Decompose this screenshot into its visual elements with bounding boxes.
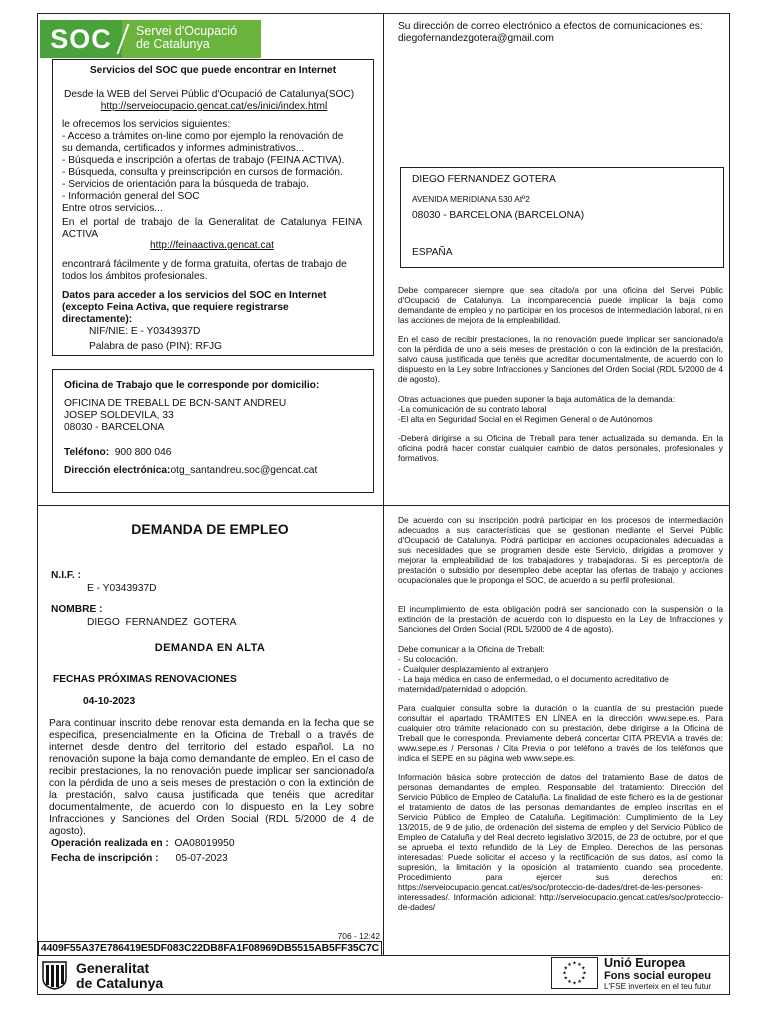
email-notice	[398, 21, 723, 45]
nif-value: E - Y0343937D	[87, 583, 157, 594]
info-line: Otras actuaciones que pueden suponer la baja automática de la demanda:	[398, 394, 676, 404]
generalitat-wordmark	[76, 961, 163, 991]
info-comunicar	[398, 644, 723, 694]
offer-line: Entre otros servicios...	[62, 203, 163, 214]
portal-text: En el portal de trabajo de la Generalitat de Catalunya FEINA ACTIVA	[62, 217, 362, 240]
portal-after-text: encontrará fácilmente y de forma gratuita, ofertas de trabajo de todos los ámbitos profesionales.	[62, 259, 347, 282]
name-label: NOMBRE :	[51, 604, 103, 615]
offer-line: su demanda, certificados y informes administrativos...	[62, 143, 305, 154]
column-divider	[383, 13, 384, 956]
eu-star-icon: ★	[567, 979, 572, 986]
eu-line2: Fons social europeu	[604, 970, 711, 982]
services-offer-list	[62, 119, 368, 215]
info-oficina: -Deberá dirigirse a su Oficina de Treball para tener actualizada su demanda. En la oficina podrá hacer constar cualquier cambio de datos personales, profesionales y formativos.	[398, 433, 723, 463]
office-phone-label: Teléfono:	[64, 447, 110, 458]
generalitat-line1: Generalitat	[76, 960, 150, 976]
soc-logo-line1: Servei d'Ocupació	[136, 24, 238, 38]
office-title: Oficina de Trabajo que le corresponde por domicilio:	[64, 380, 320, 391]
eu-star-icon: ★	[563, 975, 569, 982]
access-pin: Palabra de paso (PIN): RFJG	[89, 341, 223, 352]
office-email-label: Dirección electrónica:	[64, 465, 171, 476]
nif-label: N.I.F. :	[51, 570, 81, 581]
renewal-paragraph: Para continuar inscrito debe renovar esta demanda en la fecha que se especifica, presencialmente en la Oficina de Treball o a través de internet desde dentro del territorio del estado español. La no renovación supone la baja como demandante de empleo. En el caso de recibir prestaciones, la no renovación puede implicar ser sancionado/a con la pérdida de uno a seis meses de prestación o con la extinción de la prestación, salvo causa justificada que tenéis que acreditar documentalmente, de acuerdo con lo dispuesto en la Ley sobre Infracciones y Sanciones del Orden Social (RDL 5/2000 de 4 de agosto).	[49, 718, 374, 837]
portal-url-link[interactable]: http://feinaactiva.gencat.cat	[149, 240, 275, 251]
inscription-label: Fecha de inscripción :	[51, 853, 159, 864]
eu-star-icon: ★	[567, 961, 572, 968]
eu-star-icon: ★	[580, 965, 586, 972]
access-title: Datos para acceder a los servicios del SOC en Internet (excepto Feina Activa, que requiere registrarse directamente):	[62, 290, 327, 325]
offer-line: le ofrecemos los servicios siguientes:	[62, 119, 231, 130]
eu-line3: L'FSE inverteix en el teu futur	[604, 982, 712, 991]
address-city: 08030 - BARCELONA (BARCELONA)	[412, 210, 585, 221]
address-name: DIEGO FERNANDEZ GOTERA	[412, 174, 556, 185]
generalitat-emblem-icon	[41, 960, 68, 990]
offer-line: - Acceso a trámites on-line como por ejemplo la renovación de	[62, 131, 344, 142]
eu-star-icon: ★	[562, 970, 567, 977]
info-line: -La comunicación de su contrato laboral	[398, 404, 547, 414]
eu-star-icon: ★	[577, 979, 582, 986]
operation-label: Operación realizada en :	[51, 838, 169, 849]
services-intro: Desde la WEB del Servei Públic d'Ocupació de Catalunya(SOC)	[64, 89, 355, 100]
info-comparecer: Debe comparecer siempre que sea citado/a por una oficina del Servei Públic d'Ocupació de Catalunya. La incomparecencia puede implicar la baja como demandante de empleo y no participar en los procesos de intermediación laboral, ni en las acciones de mejora de la empleabilidad.	[398, 285, 723, 325]
renewal-date: 04-10-2023	[83, 696, 136, 707]
office-name: OFICINA DE TREBALL DE BCN-SANT ANDREU	[64, 398, 287, 409]
services-url-link[interactable]: http://serveiocupacio.gencat.cat/es/inici/index.html	[100, 101, 328, 112]
soc-logo-line2: de Catalunya	[136, 37, 210, 51]
info-prestaciones: En el caso de recibir prestaciones, la no renovación puede implicar ser sancionado/a con la pérdida de uno a seis meses de prestación o con la extinción de la prestación, salvo causa justificada que tenéis que acreditar documentalmente, de acuerdo con lo dispuesto en la Ley sobre Infracciones y Sanciones del Orden Social (RDL 5/2000 de 4 de agosto).	[398, 334, 723, 384]
eu-wordmark	[604, 957, 729, 992]
office-city: 08030 - BARCELONA	[64, 422, 165, 433]
operation-value: OA08019950	[174, 838, 235, 849]
info-intermediacion: De acuerdo con su inscripción podrá participar en los procesos de intermediación adecuados a sus características que se gestionan mediante el Servei Públic d'Ocupació de Catalunya. Podrá participar en acciones ocupacionales adecuadas a sus necesidades que se programen desde este Servicio, dirigidas a promover y mejorar la empleabilidad de los trabajadores y trabajadoras. Si es perceptor/a de prestación o subsidio por desempleo debe aceptar las ofertas de trabajo y acciones ocupacionales que le proponga el SOC, de acuerdo a su perfil profesional.	[398, 515, 723, 585]
demand-title: DEMANDA DE EMPLEO	[131, 521, 289, 537]
offer-line: - Búsqueda e inscripción a ofertas de trabajo (FEINA ACTIVA).	[62, 155, 345, 166]
info-line: - Su colocación.	[398, 654, 458, 664]
services-title: Servicios del SOC que puede encontrar en Internet	[89, 65, 337, 76]
eu-line1: Unió Europea	[604, 956, 686, 970]
address-country: ESPAÑA	[412, 247, 453, 258]
address-street: AVENIDA MERIDIANA 530 Atº2	[412, 194, 530, 204]
office-email[interactable]: otg_santandreu.soc@gencat.cat	[170, 465, 318, 476]
offer-line: - Búsqueda, consulta y preinscripción en cursos de formación.	[62, 167, 343, 178]
info-line: Debe comunicar a la Oficina de Treball:	[398, 644, 545, 654]
time-code: 706 - 12:42	[337, 931, 380, 941]
office-phone-row	[64, 447, 364, 459]
eu-star-icon: ★	[580, 975, 586, 982]
email-notice-line: Su dirección de correo electrónico a efectos de comunicaciones es:	[398, 21, 703, 32]
office-address	[64, 398, 364, 434]
eu-star-icon: ★	[582, 970, 587, 977]
eu-star-icon: ★	[577, 961, 582, 968]
soc-logo-name	[136, 25, 237, 51]
info-consulta-prestacion: Para cualquier consulta sobre la duración o la cuantía de su prestación puede consultar el apartado TRÁMITES EN LÍNEA en la dirección www.sepe.es. Para cualquier otro trámite relacionado con su prestación, debe dirigirse a la Oficina de Treball que le corresponda. Previamente deberá concertar CITA PREVIA a través de: www.sepe.es / Personas / Cita Previa o por teléfono a través de los teléfonos que indica el SEPE en su página web www.sepe.es.	[398, 703, 723, 763]
name-value: DIEGO FERNANDEZ GOTERA	[87, 617, 237, 628]
info-baja-automatica	[398, 394, 723, 424]
eu-star-icon: ★	[572, 980, 577, 987]
office-email-row	[64, 465, 374, 477]
renewals-label: FECHAS PRÓXIMAS RENOVACIONES	[53, 674, 237, 685]
info-incumplimiento: El incumplimiento de esta obligación podrá ser sancionado con la suspensión o la extinción de la prestación de acuerdo con lo dispuesto en la Ley de Infracciones y Sanciones del Orden Social (RDL 5/2000 de 4 de agosto).	[398, 604, 723, 634]
email-notice-address: diegofernandezgotera@gmail.com	[398, 33, 554, 44]
eu-flag-icon	[551, 957, 598, 989]
access-nif: NIF/NIE: E - Y0343937D	[89, 326, 201, 337]
info-line: - Cualquier desplazamiento al extranjero	[398, 664, 549, 674]
document-hash-code: 4409F55A37E786419E5DF083C22DB8FA1F08969DB5515AB5FF35C7C	[38, 941, 382, 956]
office-street: JOSEP SOLDEVILA, 33	[64, 410, 174, 421]
info-line: -El alta en Seguridad Social en el Regimen General o de Autónomos	[398, 414, 653, 424]
soc-logo	[40, 20, 261, 58]
eu-star-icon: ★	[563, 965, 569, 972]
inscription-value: 05-07-2023	[175, 853, 228, 864]
inscription-row	[51, 853, 371, 865]
soc-logo-short: SOC	[40, 20, 122, 58]
eu-star-icon: ★	[572, 960, 577, 967]
office-phone[interactable]: 900 800 046	[114, 447, 172, 458]
offer-line: - Servicios de orientación para la búsqueda de trabajo.	[62, 179, 309, 190]
operation-row	[51, 838, 371, 850]
demand-status: DEMANDA EN ALTA	[154, 642, 266, 654]
info-proteccion-datos: Información básica sobre protección de datos del tratamiento Base de datos de personas demandantes de empleo. Responsable del tratamiento: Dirección del Servicio Público de Empleo de Cataluña. La finalidad de este fichero es la de gestionar el tratamiento de datos de las personas demandantes de empleo inscritas en el Servicio Público de Empleo de Cataluña. Legitimación: Cumplimiento de la Ley 13/2015, de 9 de julio, de ordenación del sistema de empleo y del Servicio Público de Empleo de Cataluña y del Real decreto legislativo 3/2015, de 23 de octubre, por el que se aprueba el texto refundido de la Ley de Empleo. Derechos de las personas interesadas: Puede solicitar el acceso y la rectificación de sus datos, así como la supresión, la limitación y la oposición al tratamiento cuando sea procedente. Procedimiento para ejercer sus derechos en: https://serveiocupacio.gencat.cat/es/soc/proteccio-de-dades/dret-de-les-persones-interessades/. Información adicional: http://serveiocupacio.gencat.cat/es/soc/proteccio-de-dades/	[398, 772, 723, 912]
section-divider	[37, 505, 730, 506]
offer-line: - Información general del SOC	[62, 191, 200, 202]
generalitat-line2: de Catalunya	[76, 975, 164, 991]
info-line: - La baja médica en caso de enfermedad, o el documento acreditativo de maternidad/paternidad o adopción.	[398, 674, 669, 694]
